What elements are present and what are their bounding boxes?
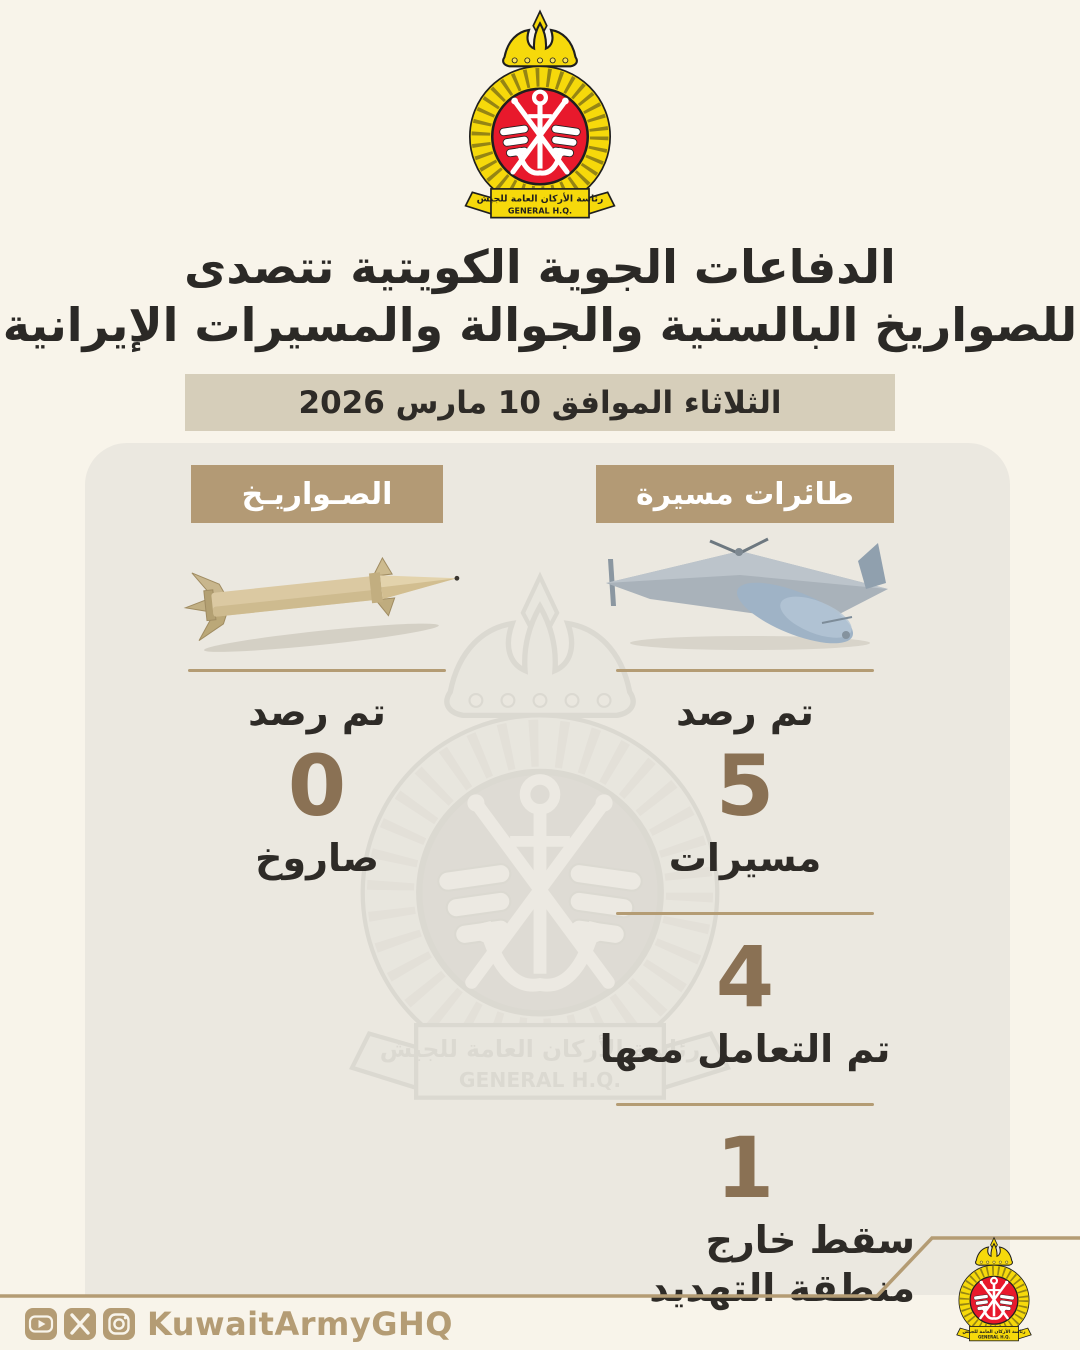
drones-fell-outside-value: 1 bbox=[715, 1119, 775, 1217]
date-banner bbox=[185, 374, 895, 431]
missiles-header-label: الصـواريـخ bbox=[241, 476, 393, 512]
kuwait-army-ghq-emblem bbox=[447, 8, 633, 232]
title-line-2: للصواريخ البالستية والجوالة والمسيرات الإيرانية bbox=[2, 298, 1078, 352]
page-title bbox=[0, 238, 1080, 354]
ballistic-missile-icon bbox=[162, 521, 473, 672]
drones-fell-outside-label: سقط خارج منطقة التهديد bbox=[649, 1218, 915, 1310]
missiles-detected-label: تم رصد bbox=[248, 690, 386, 734]
x-icon bbox=[63, 1307, 97, 1341]
drones-divider-2 bbox=[616, 912, 874, 915]
drones-engaged-label: تم التعامل معها bbox=[599, 1027, 891, 1071]
drones-header-label: طائرات مسيرة bbox=[635, 476, 855, 512]
drones-column bbox=[575, 465, 915, 1312]
drones-divider-1 bbox=[616, 669, 874, 672]
instagram-icon bbox=[102, 1307, 136, 1341]
social-handle: KuwaitArmyGHQ bbox=[147, 1305, 453, 1343]
missiles-header-badge bbox=[191, 465, 443, 523]
drones-header-badge bbox=[596, 465, 894, 523]
date-text: الثلاثاء الموافق 10 مارس 2026 bbox=[298, 384, 782, 421]
social-row bbox=[24, 1306, 463, 1342]
drones-engaged-value: 4 bbox=[715, 928, 775, 1026]
missiles-unit-label: صاروخ bbox=[255, 836, 379, 880]
footer-emblem bbox=[946, 1236, 1042, 1348]
drone-image bbox=[575, 523, 915, 669]
youtube-icon bbox=[24, 1307, 58, 1341]
missiles-column bbox=[147, 465, 487, 882]
drones-detected-label: تم رصد bbox=[676, 690, 814, 734]
drones-detected-value: 5 bbox=[715, 737, 775, 835]
missiles-detected-value: 0 bbox=[287, 737, 347, 835]
title-line-1: الدفاعات الجوية الكويتية تتصدى bbox=[184, 240, 896, 294]
delta-wing-drone-icon bbox=[590, 531, 900, 661]
missile-image bbox=[147, 523, 487, 669]
drones-divider-3 bbox=[616, 1103, 874, 1106]
missiles-divider-1 bbox=[188, 669, 446, 672]
drones-unit-label: مسيرات bbox=[668, 836, 822, 880]
footer-divider-line bbox=[0, 1232, 1080, 1302]
